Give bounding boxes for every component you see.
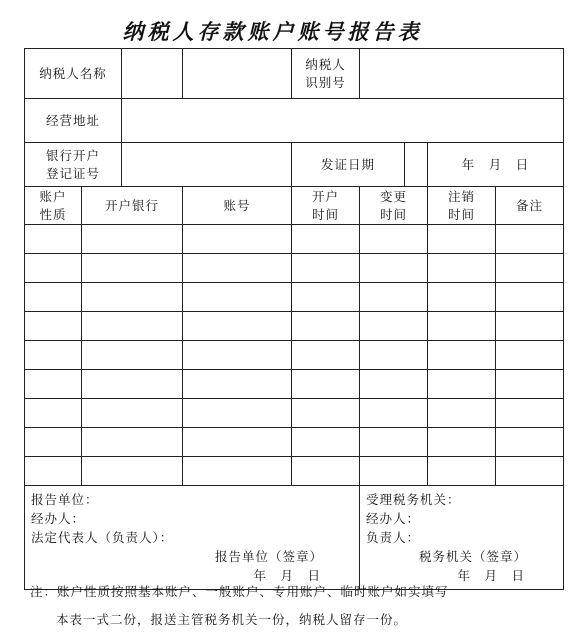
table-cell[interactable]: [360, 428, 428, 457]
table-row: [25, 254, 564, 283]
table-cell[interactable]: [25, 225, 82, 254]
table-cell[interactable]: [292, 225, 360, 254]
table-row: [25, 283, 564, 312]
table-cell[interactable]: [360, 225, 428, 254]
reporting-date: 年 月 日: [253, 568, 321, 583]
table-cell[interactable]: [428, 428, 496, 457]
taxpayer-name-field[interactable]: [122, 49, 182, 98]
footer-tax-office: [360, 486, 564, 590]
bank-reg-label-line2: 登记证号: [45, 165, 100, 181]
address-field[interactable]: [122, 99, 563, 142]
table-cell[interactable]: [496, 370, 564, 399]
table-cell[interactable]: [428, 457, 496, 486]
table-cell[interactable]: [82, 312, 183, 341]
taxpayer-name-label: 纳税人名称: [25, 49, 122, 98]
table-cell[interactable]: [496, 254, 564, 283]
table-cell[interactable]: [496, 312, 564, 341]
table-cell[interactable]: [183, 312, 292, 341]
table-cell[interactable]: [82, 428, 183, 457]
table-cell[interactable]: [25, 341, 82, 370]
table-cell[interactable]: [25, 457, 82, 486]
col-header-open-time: 开户 时间: [292, 187, 360, 225]
table-cell[interactable]: [292, 312, 360, 341]
table-cell[interactable]: [82, 457, 183, 486]
form-notes: [30, 581, 449, 631]
taxpayer-id-field[interactable]: [360, 49, 564, 99]
table-cell[interactable]: [183, 225, 292, 254]
table-cell[interactable]: [428, 341, 496, 370]
table-cell[interactable]: [82, 341, 183, 370]
table-cell[interactable]: [292, 254, 360, 283]
table-cell[interactable]: [82, 399, 183, 428]
table-cell[interactable]: [428, 312, 496, 341]
table-cell[interactable]: [496, 225, 564, 254]
table-cell[interactable]: [428, 225, 496, 254]
table-cell[interactable]: [360, 341, 428, 370]
reporting-unit-label: 报告单位：: [31, 492, 99, 507]
bank-reg-label-line1: 银行开户: [45, 147, 100, 163]
table-cell[interactable]: [25, 428, 82, 457]
table-row: [25, 341, 564, 370]
issue-date-field[interactable]: [428, 143, 564, 187]
table-cell[interactable]: [183, 283, 292, 312]
table-cell[interactable]: [360, 399, 428, 428]
handler-label-left: 经办人：: [31, 511, 86, 526]
tax-office-date: 年 月 日: [457, 568, 526, 583]
table-cell[interactable]: [183, 370, 292, 399]
table-cell[interactable]: [360, 457, 428, 486]
reporting-unit-signature: 报告单位（签章）: [214, 549, 323, 564]
col-header-remarks: 备注: [496, 187, 564, 225]
table-cell[interactable]: [82, 225, 183, 254]
table-cell[interactable]: [82, 283, 183, 312]
table-cell[interactable]: [25, 312, 82, 341]
note-line-1: 注：账户性质按照基本账户、一般账户、专用账户、临时账户如实填写: [30, 584, 449, 599]
table-cell[interactable]: [360, 283, 428, 312]
report-form-table: [24, 48, 564, 590]
table-cell[interactable]: [292, 283, 360, 312]
legal-rep-label: 法定代表人（负责人）：: [31, 530, 174, 545]
col-header-bank: 开户银行: [82, 187, 183, 225]
table-cell[interactable]: [360, 312, 428, 341]
table-cell[interactable]: [183, 341, 292, 370]
col-header-close-time: 注销 时间: [428, 187, 496, 225]
taxpayer-name-field-ext[interactable]: [183, 49, 292, 99]
table-cell[interactable]: [292, 341, 360, 370]
table-cell[interactable]: [292, 370, 360, 399]
table-cell[interactable]: [292, 428, 360, 457]
table-cell[interactable]: [25, 399, 82, 428]
table-row: [25, 370, 564, 399]
table-cell[interactable]: [25, 370, 82, 399]
table-cell[interactable]: [82, 370, 183, 399]
column-header-row: [25, 187, 564, 225]
col-header-account-type: 账户 性质: [25, 187, 82, 225]
table-cell[interactable]: [25, 283, 82, 312]
tax-office-label: 受理税务机关：: [366, 492, 461, 507]
table-cell[interactable]: [428, 399, 496, 428]
responsible-label: 负责人：: [366, 530, 421, 545]
col-header-account-number: 账号: [183, 187, 292, 225]
note-line-2: 本表一式二份，报送主管税务机关一份，纳税人留存一份。: [56, 612, 408, 627]
table-cell[interactable]: [428, 254, 496, 283]
table-cell[interactable]: [360, 370, 428, 399]
col-header-change-time: 变更 时间: [360, 187, 428, 225]
table-cell[interactable]: [183, 428, 292, 457]
table-cell[interactable]: [428, 283, 496, 312]
table-cell[interactable]: [428, 370, 496, 399]
table-cell[interactable]: [496, 399, 564, 428]
form-title: 纳税人存款账户账号报告表: [122, 19, 423, 44]
table-cell[interactable]: [183, 457, 292, 486]
table-cell[interactable]: [292, 457, 360, 486]
table-cell[interactable]: [496, 457, 564, 486]
table-cell[interactable]: [496, 341, 564, 370]
table-cell[interactable]: [496, 283, 564, 312]
table-cell[interactable]: [183, 399, 292, 428]
table-row: [25, 312, 564, 341]
table-row: [25, 399, 564, 428]
bank-reg-field[interactable]: [122, 143, 291, 186]
table-cell[interactable]: [360, 254, 428, 283]
table-cell[interactable]: [292, 399, 360, 428]
taxpayer-id-label-line2: 识别号: [305, 74, 346, 90]
table-cell[interactable]: [183, 254, 292, 283]
tax-office-signature: 税务机关（签章）: [419, 549, 528, 564]
table-row: [25, 457, 564, 486]
taxpayer-id-label-line1: 纳税人: [305, 56, 346, 72]
footer-reporting-unit: [25, 486, 360, 590]
table-row: [25, 428, 564, 457]
issue-date-value: 年 月 日: [461, 156, 530, 172]
issue-date-label: 发证日期: [292, 143, 405, 186]
handler-label-right: 经办人：: [366, 511, 421, 526]
table-row: [25, 225, 564, 254]
table-cell[interactable]: [496, 428, 564, 457]
table-cell[interactable]: [82, 254, 183, 283]
table-cell[interactable]: [25, 254, 82, 283]
address-label: 经营地址: [25, 99, 122, 142]
